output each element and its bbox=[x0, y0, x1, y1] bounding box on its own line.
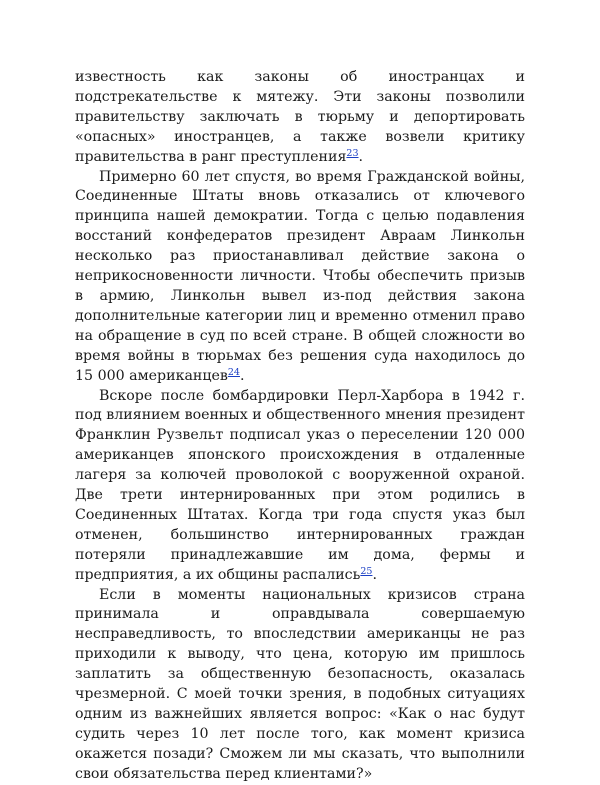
footnote-link-24[interactable]: 24 bbox=[227, 366, 240, 378]
paragraph-tail: . bbox=[372, 566, 377, 583]
paragraph-tail: . bbox=[239, 367, 245, 384]
paragraph-4 bbox=[75, 586, 525, 785]
paragraph-tail: . bbox=[358, 148, 364, 165]
footnote-link-25[interactable]: 25 bbox=[360, 565, 373, 577]
paragraph-text: Вскоре после бомбардировки Перл-Харбора в 1942 г. под влиянием военных и общественного мнения президент Франклин Рузвельт подписал указ о переселении 120 000 американцев японского происхождения в отдаленные лагеря за колючей проволокой с вооруженной охраной. Две трети интернированных при этом родились в Соединенных Штатах. Когда три года спустя указ был отменен, большинство интернированных граждан потеряли принадлежавшие им дома, фермы и предприятия, а их общины распались bbox=[75, 387, 525, 583]
paragraph-1 bbox=[75, 68, 525, 168]
document-page bbox=[75, 68, 525, 785]
paragraph-text: Примерно 60 лет спустя, во время Гражданской войны, Соединенные Штаты вновь отказались от ключевого принципа нашей демократии. Тогда с целью подавления восстаний конфедератов президент Авраам Линкольн несколько раз приостанавливал действие закона о неприкосновенности личности. Чтобы обеспечить призыв в армию, Линкольн вывел из-под действия закона дополнительные категории лиц и временно отменил право на обращение в суд по всей стране. В общей сложности во время войны в тюрьмах без решения суда находилось до 15 000 американцев bbox=[75, 168, 525, 384]
paragraph-text: известность как законы об иностранцах и подстрекательстве к мятежу. Эти законы позволили правительству заключать в тюрьму и депортировать «опасных» иностранцев, а также возвели критику правительства в ранг преступления bbox=[75, 69, 525, 165]
paragraph-text: Если в моменты национальных кризисов страна принимала и оправдывала совершаемую несправедливость, то впоследствии американцы не раз приходили к выводу, что цена, которую им пришлось заплатить за общественную безопасность, оказалась чрезмерной. С моей точки зрения, в подобных ситуациях одним из важнейших является вопрос: «Как о нас будут судить через 10 лет после того, как момент кризиса окажется позади? Сможем ли мы сказать, что выполнили свои обязательства перед клиентами?» bbox=[75, 586, 525, 782]
paragraph-2 bbox=[75, 168, 525, 387]
paragraph-3 bbox=[75, 387, 525, 586]
footnote-link-23[interactable]: 23 bbox=[346, 147, 359, 159]
